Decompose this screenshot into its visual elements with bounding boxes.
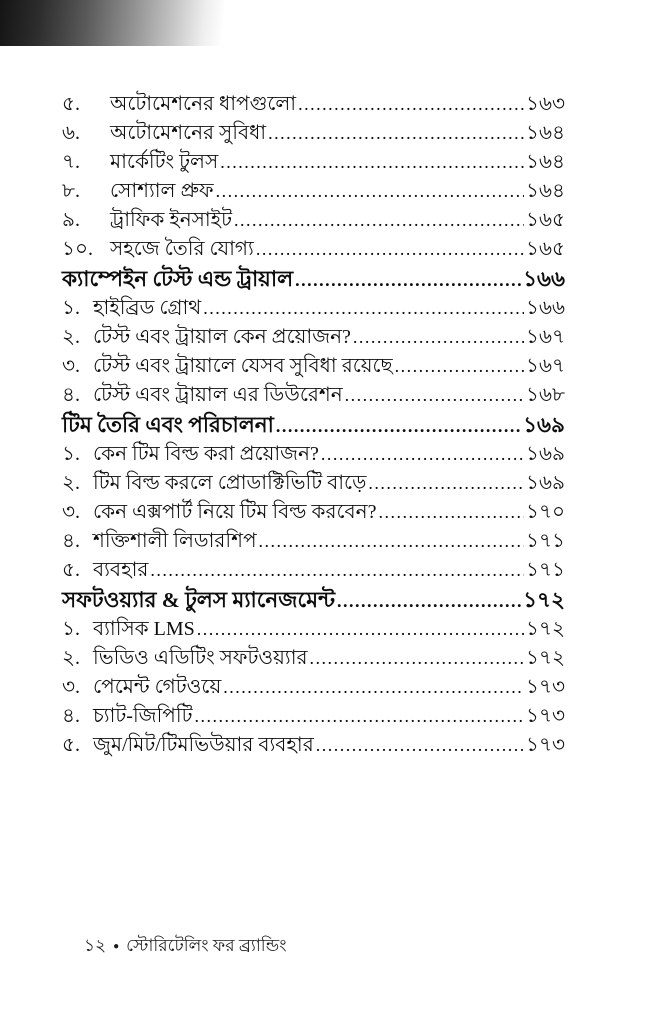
table-of-contents — [62, 90, 565, 760]
toc-section-heading — [62, 411, 565, 440]
footer-book-title: স্টোরিটেলিং ফর ব্র্যান্ডিং — [126, 936, 287, 955]
toc-entry — [62, 527, 565, 556]
footer-page-number: ১২ — [84, 936, 107, 955]
dot-leader — [368, 469, 524, 498]
toc-entry-number: ৫. — [62, 93, 80, 115]
toc-entry-title: চ্যাট-জিপিটি — [93, 705, 193, 727]
toc-entry-title: শক্তিশালী লিডারশিপ — [93, 530, 257, 552]
toc-entry — [62, 352, 565, 381]
toc-entry-title: ভিডিও এডিটিং সফটওয়্যার — [93, 647, 308, 669]
toc-entry — [62, 90, 565, 119]
toc-entry-number: ২. — [62, 472, 81, 494]
toc-entry-number: ৪. — [62, 530, 80, 552]
toc-entry-title: কেন টিম বিল্ড করা প্রয়োজন? — [93, 443, 319, 465]
toc-entry-number: ৩. — [62, 676, 81, 698]
dot-leader — [321, 440, 524, 469]
toc-entry — [62, 615, 565, 644]
toc-entry-page: ১৭২ — [523, 588, 565, 612]
dot-leader — [353, 323, 524, 352]
toc-entry-page: ১৬৪ — [526, 151, 565, 173]
toc-entry-title: ট্রাফিক ইনসাইট — [110, 209, 232, 231]
toc-entry-title: ব্যাসিক LMS — [93, 618, 195, 640]
toc-entry-page: ১৬৪ — [526, 180, 565, 202]
toc-entry-number: ১০. — [62, 238, 93, 260]
dot-leader — [203, 294, 524, 323]
toc-section-heading — [62, 586, 565, 615]
toc-section-heading-title: ক্যাম্পেইন টেস্ট এন্ড ট্রায়াল — [62, 267, 294, 291]
dot-leader — [276, 411, 521, 441]
toc-entry-page: ১৬৬ — [523, 267, 565, 291]
toc-entry-page: ১৭৩ — [526, 734, 565, 756]
toc-entry-page: ১৬৪ — [526, 122, 565, 144]
dot-leader — [256, 235, 524, 264]
toc-entry-page: ১৭০ — [526, 501, 565, 523]
toc-section-heading — [62, 265, 565, 294]
dot-leader — [223, 673, 524, 702]
toc-entry-page: ১৭২ — [526, 647, 565, 669]
toc-entry-page: ১৭৩ — [526, 676, 565, 698]
toc-entry-number: ২. — [62, 326, 81, 348]
dot-leader — [345, 381, 524, 410]
toc-entry-number: ৭. — [62, 151, 81, 173]
toc-entry-page: ১৬৩ — [526, 93, 565, 115]
toc-entry-page: ১৬৭ — [526, 326, 565, 348]
toc-entry — [62, 206, 565, 235]
dot-leader — [298, 90, 524, 119]
dot-leader — [197, 615, 524, 644]
toc-entry-page: ১৬৯ — [523, 413, 565, 437]
toc-entry — [62, 498, 565, 527]
toc-entry — [62, 644, 565, 673]
toc-entry — [62, 702, 565, 731]
dot-leader — [295, 265, 521, 295]
toc-entry — [62, 556, 565, 585]
toc-entry-title: টেস্ট এবং ট্রায়াল এর ডিউরেশন — [93, 384, 343, 406]
toc-section-heading-title: সফটওয়্যার & টুলস ম্যানেজমেন্ট — [62, 588, 335, 612]
toc-entry — [62, 673, 565, 702]
dot-leader — [316, 731, 524, 760]
dot-leader — [220, 148, 524, 177]
toc-entry-number: ৬. — [62, 122, 81, 144]
dot-leader — [395, 352, 524, 381]
toc-entry — [62, 294, 565, 323]
toc-entry-page: ১৬৯ — [526, 443, 565, 465]
toc-entry-title: সহজে তৈরি যোগ্য — [110, 238, 254, 260]
toc-entry-title: সোশ্যাল প্রুফ — [110, 180, 214, 202]
toc-entry-title: অটোমেশনের সুবিধা — [110, 122, 267, 144]
toc-entry-title: জুম/মিট/টিমভিউয়ার ব্যবহার — [93, 734, 314, 756]
toc-entry-page: ১৬৭ — [526, 355, 565, 377]
toc-entry-title: অটোমেশনের ধাপগুলো — [110, 93, 297, 115]
toc-entry-page: ১৭১ — [526, 530, 565, 552]
toc-entry — [62, 235, 565, 264]
dot-leader — [268, 119, 524, 148]
toc-entry-number: ১. — [62, 443, 80, 465]
page-footer — [84, 933, 287, 961]
toc-entry-number: ৩. — [62, 355, 81, 377]
toc-entry-number: ৪. — [62, 705, 80, 727]
toc-entry-number: ৮. — [62, 180, 80, 202]
toc-entry-title: মার্কেটিং টুলস — [110, 151, 219, 173]
dot-leader — [194, 702, 524, 731]
toc-entry-title: টিম বিল্ড করলে প্রোডাক্টিভিটি বাড়ে — [93, 472, 367, 494]
toc-entry-number: ৪. — [62, 384, 80, 406]
toc-entry-title: পেমেন্ট গেটওয়ে — [93, 676, 222, 698]
dot-leader — [234, 206, 524, 235]
toc-entry-title: টেস্ট এবং ট্রায়ালে যেসব সুবিধা রয়েছে — [93, 355, 393, 377]
toc-entry-title: টেস্ট এবং ট্রায়াল কেন প্রয়োজন? — [93, 326, 351, 348]
toc-entry-title: ব্যবহার — [93, 559, 149, 581]
toc-entry-number: ৯. — [62, 209, 80, 231]
footer-bullet-icon: ● — [113, 941, 120, 952]
dot-leader — [310, 644, 524, 673]
toc-entry-page: ১৬৬ — [526, 297, 565, 319]
toc-entry-page: ১৬৮ — [526, 384, 565, 406]
toc-entry — [62, 440, 565, 469]
toc-entry — [62, 148, 565, 177]
toc-entry-title: হাইব্রিড গ্রোথ — [93, 297, 202, 319]
dot-leader — [337, 586, 521, 616]
toc-entry-number: ১. — [62, 297, 80, 319]
toc-entry-title: কেন এক্সপার্ট নিয়ে টিম বিল্ড করবেন? — [93, 501, 377, 523]
dot-leader — [259, 527, 525, 556]
toc-entry-number: ৫. — [62, 734, 80, 756]
dot-leader — [378, 498, 524, 527]
dot-leader — [150, 556, 524, 585]
toc-entry-page: ১৬৫ — [526, 209, 565, 231]
toc-entry-page: ১৭২ — [526, 618, 565, 640]
toc-entry — [62, 381, 565, 410]
toc-entry-page: ১৭১ — [526, 559, 565, 581]
corner-gradient-bar — [0, 0, 224, 46]
toc-entry-number: ৩. — [62, 501, 81, 523]
toc-section-heading-title: টিম তৈরি এবং পরিচালনা — [62, 413, 274, 437]
toc-entry-number: ২. — [62, 647, 81, 669]
toc-entry-page: ১৬৯ — [526, 472, 565, 494]
toc-entry — [62, 731, 565, 760]
toc-entry-page: ১৬৫ — [526, 238, 565, 260]
toc-entry — [62, 469, 565, 498]
toc-entry — [62, 323, 565, 352]
toc-entry-number: ৫. — [62, 559, 80, 581]
toc-entry — [62, 119, 565, 148]
dot-leader — [216, 177, 524, 206]
toc-entry-number: ১. — [62, 618, 80, 640]
toc-entry — [62, 177, 565, 206]
toc-entry-page: ১৭৩ — [526, 705, 565, 727]
